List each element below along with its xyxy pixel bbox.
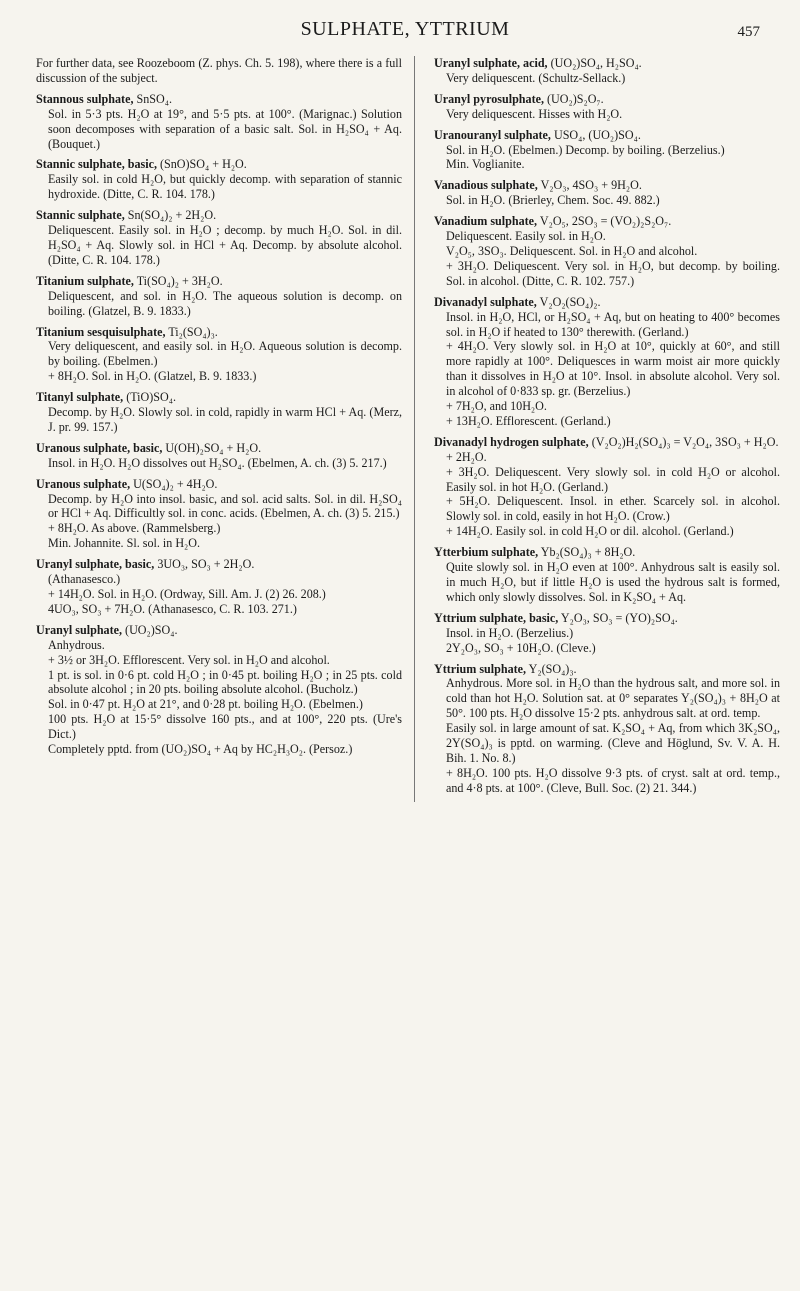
page-header (40, 8, 770, 48)
entry-heading: Uranouranyl sulphate, (434, 127, 551, 142)
entry-heading-line (36, 92, 402, 107)
entry-text: Quite slowly sol. in H₂O even at 100°. Anhydrous salt is easily sol. in much H₂O, but if little H₂O is used the hydrous salt is formed, which only slowly dissolves. Sol. in K₂SO₄ + Aq. (446, 560, 780, 604)
entry-text: Insol. in H₂O. (Berzelius.) (446, 625, 574, 640)
entry-text: Very deliquescent. Hisses with H₂O. (446, 106, 623, 121)
entry-formula: Ti(SO₄)₂ + 3H₂O. (136, 273, 223, 288)
entry-heading-line (434, 56, 780, 71)
entry-text: Deliquescent. Easily sol. in H₂O. (446, 229, 606, 244)
entry-text: Insol. in H₂O. H₂O dissolves out H₂SO₄. (Ebelmen, A. ch. (3) 5. 217.) (48, 455, 387, 470)
dictionary-entry (36, 325, 402, 385)
entry-heading-line (434, 92, 780, 107)
entry-text: + 8H₂O. As above. (Rammelsberg.) (48, 521, 221, 536)
right-column (430, 56, 780, 802)
entry-heading: Uranyl sulphate, acid, (434, 56, 548, 70)
entry-formula: Y₂O₃, SO₃ = (YO)₂SO₄. (560, 610, 678, 625)
entry-heading-line (434, 178, 780, 193)
entry-text: + 8H₂O. 100 pts. H₂O dissolve 9·3 pts. of cryst. salt at ord. temp., and 4·8 pts. at 100°. (Cleve, Bull. Soc. (2) 21. 344.) (446, 765, 780, 795)
entry-formula: (SnO)SO₄ + H₂O. (160, 157, 247, 172)
entry-heading: Uranous sulphate, (36, 476, 131, 491)
entry-heading-line (36, 477, 402, 492)
entry-formula: (TiO)SO₄. (126, 390, 176, 405)
entry-heading: Divanadyl hydrogen sulphate, (434, 434, 589, 449)
dictionary-entry (434, 435, 780, 539)
entry-text: Deliquescent, and sol. in H₂O. The aqueous solution is decomp. on boiling. (Glatzel, B. 9. 1833.) (48, 288, 402, 318)
entry-heading: Uranyl sulphate, (36, 622, 123, 637)
entry-text: Decomp. by H₂O. Slowly sol. in cold, rapidly in warm HCl + Aq. (Merz, J. pr. 99. 157.) (48, 405, 402, 434)
dictionary-entry (434, 662, 780, 796)
dictionary-entry (36, 92, 402, 152)
entry-heading: Ytterbium sulphate, (434, 545, 539, 560)
page-number: 457 (737, 24, 760, 40)
entry-text: + 3H₂O. Deliquescent. Very slowly sol. in cold H₂O or alcohol. Easily sol. in hot H₂O. (Gerland.) (446, 464, 780, 494)
entry-text: Min. Voglianite. (446, 157, 525, 172)
dictionary-entry (434, 214, 780, 289)
entry-text: Sol. in 5·3 pts. H₂O at 19°, and 5·5 pts. at 100°. (Marignac.) Solution soon decomposes with separation of a basic salt. Sol. in H₂SO₄ + Aq. (Bouquet.) (48, 106, 402, 151)
dictionary-entry (434, 56, 780, 86)
dictionary-entry (36, 623, 402, 757)
entry-heading: Titanium sesquisulphate, (36, 324, 166, 339)
entry-heading-line (36, 390, 402, 405)
entry-text: + 2H₂O. (446, 449, 487, 464)
entry-heading-line (36, 557, 402, 572)
entry-formula: SnSO₄. (136, 91, 172, 106)
entry-heading: Stannous sulphate, (36, 91, 134, 106)
entry-formula: Sn(SO₄)₂ + 2H₂O. (127, 208, 217, 223)
entry-text: Insol. in H₂O, HCl, or H₂SO₄ + Aq, but on heating to 400° becomes sol. in H₂O if heated to 130° therewith. (Gerland.) (446, 309, 780, 339)
entry-formula: Y₂(SO₄)₃. (528, 661, 577, 676)
entry-text: (Athanasesco.) (48, 572, 121, 587)
entry-formula: (V₂O₂)H₂(SO₄)₃ = V₂O₄, 3SO₃ + H₂O. (591, 434, 779, 449)
intro-paragraph: For further data, see Roozeboom (Z. phys. Ch. 5. 198), where there is a full discussion of the subject. (36, 56, 402, 85)
entry-text: Sol. in H₂O. (Brierley, Chem. Soc. 49. 882.) (446, 193, 660, 208)
entry-heading: Titanyl sulphate, (36, 390, 124, 405)
entry-text: Sol. in H₂O. (Ebelmen.) Decomp. by boiling. (Berzelius.) (446, 142, 725, 157)
entry-text: + 8H₂O. Sol. in H₂O. (Glatzel, B. 9. 1833.) (48, 369, 257, 384)
entry-formula: (UO₂)S₂O₇. (547, 91, 604, 106)
entry-text: Decomp. by H₂O into insol. basic, and sol. acid salts. Sol. in dil. H₂SO₄ or HCl + Aq. Difficultly sol. in conc. acids. (Ebelmen, A. ch. (3) 5. 215.) (48, 491, 402, 521)
entry-text: Deliquescent. Easily sol. in H₂O ; decomp. by much H₂O. Sol. in dil. H₂SO₄ + Aq. Slowly sol. in HCl + Aq. Decomp. by absolute alcohol. (Ditte, C. R. 104. 178.) (48, 223, 402, 267)
dictionary-entry (36, 274, 402, 319)
entry-heading: Divanadyl sulphate, (434, 294, 537, 309)
dictionary-entry (36, 477, 402, 552)
dictionary-entry (36, 390, 402, 435)
entry-text: Sol. in 0·47 pt. H₂O at 21°, and 0·28 pt. boiling H₂O. (Ebelmen.) (48, 697, 363, 712)
dictionary-entry (434, 92, 780, 122)
entry-formula: 3UO₃, SO₃ + 2H₂O. (157, 557, 255, 572)
entry-heading: Vanadious sulphate, (434, 178, 538, 193)
dictionary-entry (434, 178, 780, 208)
dictionary-entry (434, 611, 780, 656)
entry-formula: V₂O₃, 4SO₃ + 9H₂O. (540, 178, 642, 193)
entry-heading: Yttrium sulphate, basic, (434, 610, 559, 625)
entry-formula: (UO₂)SO₄, H₂SO₄. (550, 56, 642, 70)
text-columns (36, 56, 780, 802)
entry-formula: U(OH)₂SO₄ + H₂O. (165, 440, 262, 455)
entry-text: Min. Johannite. Sl. sol. in H₂O. (48, 536, 201, 551)
entry-text: Easily sol. in cold H₂O, but quickly decomp. with separation of stannic hydroxide. (Ditte, C. R. 104. 178.) (48, 172, 402, 202)
entry-text: 1 pt. is sol. in 0·6 pt. cold H₂O ; in 0·45 pt. boiling H₂O ; in 25 pts. cold absolute alcohol ; in 20 pts. boiling absolute alcohol. (Bucholz.) (48, 667, 402, 697)
dictionary-entry (36, 557, 402, 617)
dictionary-entry (434, 545, 780, 605)
entry-text: Very deliquescent, and easily sol. in H₂O. Aqueous solution is decomp. by boiling. (Ebelmen.) (48, 339, 402, 369)
entry-text: Very deliquescent. (Schultz-Sellack.) (446, 70, 626, 85)
entry-text: + 13H₂O. Efflorescent. (Gerland.) (446, 413, 611, 428)
entry-heading-line (434, 435, 780, 450)
entry-heading-line (36, 441, 402, 456)
dictionary-entry (434, 128, 780, 173)
entry-text: V₂O₅, 3SO₃. Deliquescent. Sol. in H₂O and alcohol. (446, 243, 698, 258)
entry-text: + 3H₂O. Deliquescent. Very sol. in H₂O, but decomp. by boiling. Sol. in alcohol. (Ditte, C. R. 102. 757.) (446, 258, 780, 288)
entry-heading: Stannic sulphate, basic, (36, 157, 157, 172)
entry-heading-line (434, 128, 780, 143)
entry-heading-line (36, 274, 402, 289)
entry-formula: V₂O₂(SO₄)₂. (539, 294, 601, 309)
entry-heading: Stannic sulphate, (36, 208, 125, 223)
entry-text: 100 pts. H₂O at 15·5° dissolve 160 pts., and at 100°, 220 pts. (Ure's Dict.) (48, 712, 402, 742)
entry-heading: Vanadium sulphate, (434, 214, 538, 229)
dictionary-entry (36, 157, 402, 202)
entry-heading-line (434, 214, 780, 229)
entry-text: Anhydrous. More sol. in H₂O than the hydrous salt, and more sol. in cold than hot H₂O. Solution sat. at 0° separates Y₂(SO₄)₃ + 8H₂O at 50°. 100 pts. H₂O dissolve 15·2 pts. anhydrous salt. at ord. temp. (446, 676, 780, 721)
entry-formula: (UO₂)SO₄. (125, 622, 178, 637)
entry-heading: Uranyl sulphate, basic, (36, 557, 155, 572)
entry-heading-line (36, 325, 402, 340)
entry-formula: Ti₂(SO₄)₃. (168, 324, 218, 339)
entry-heading: Uranyl pyrosulphate, (434, 91, 544, 106)
dictionary-entry (36, 441, 402, 471)
entry-heading: Uranous sulphate, basic, (36, 440, 163, 455)
entry-text: + 14H₂O. Easily sol. in cold H₂O or dil. alcohol. (Gerland.) (446, 524, 734, 539)
entry-heading-line (36, 157, 402, 172)
entry-heading: Yttrium sulphate, (434, 661, 527, 676)
entry-heading: Titanium sulphate, (36, 273, 134, 288)
entry-formula: Yb₂(SO₄)₃ + 8H₂O. (540, 545, 636, 560)
entry-text: + 3½ or 3H₂O. Efflorescent. Very sol. in H₂O and alcohol. (48, 652, 330, 667)
entry-formula: USO₄, (UO₂)SO₄. (553, 127, 641, 142)
entry-heading-line (434, 662, 780, 677)
entry-text: + 14H₂O. Sol. in H₂O. (Ordway, Sill. Am. J. (2) 26. 208.) (48, 587, 326, 601)
entry-text: 2Y₂O₃, SO₃ + 10H₂O. (Cleve.) (446, 640, 596, 655)
left-column (36, 56, 415, 802)
entry-heading-line (434, 295, 780, 310)
entry-text: + 5H₂O. Deliquescent. Insol. in ether. Scarcely sol. in alcohol. Slowly sol. in cold, easily in hot H₂O. (Crow.) (446, 494, 780, 524)
entry-text: Completely pptd. from (UO₂)SO₄ + Aq by HC₂H₃O₂. (Persoz.) (48, 742, 353, 757)
entry-heading-line (434, 611, 780, 626)
entry-text: Easily sol. in large amount of sat. K₂SO₄ + Aq, from which 3K₂SO₄, 2Y(SO₄)₃ is pptd. on warming. (Cleve and Höglund, Sv. V. A. H. Bih. 1. No. 8.) (446, 721, 780, 765)
entry-text: 4UO₃, SO₃ + 7H₂O. (Athanasesco, C. R. 103. 271.) (48, 601, 297, 616)
dictionary-entry (434, 295, 780, 429)
entry-text: + 7H₂O, and 10H₂O. (446, 399, 547, 414)
entry-heading-line (36, 208, 402, 223)
entry-text: + 4H₂O. Very slowly sol. in H₂O at 10°, quickly at 60°, and still more rapidly at 100°. Deliquesces in warm moist air more quickly than it dissolves in H₂O at 10°. Insol. in absolute alcohol. Very sol. in alcohol of 0·833 sp. gr. (Berzelius.) (446, 339, 780, 399)
entry-heading-line (36, 623, 402, 638)
entry-formula: U(SO₄)₂ + 4H₂O. (133, 476, 218, 491)
entry-text: Anhydrous. (48, 637, 105, 652)
entry-formula: V₂O₅, 2SO₃ = (VO₂)₂S₂O₇. (539, 214, 672, 229)
dictionary-entry (36, 208, 402, 268)
entry-heading-line (434, 545, 780, 560)
running-title: SULPHATE, YTTRIUM (300, 18, 510, 40)
